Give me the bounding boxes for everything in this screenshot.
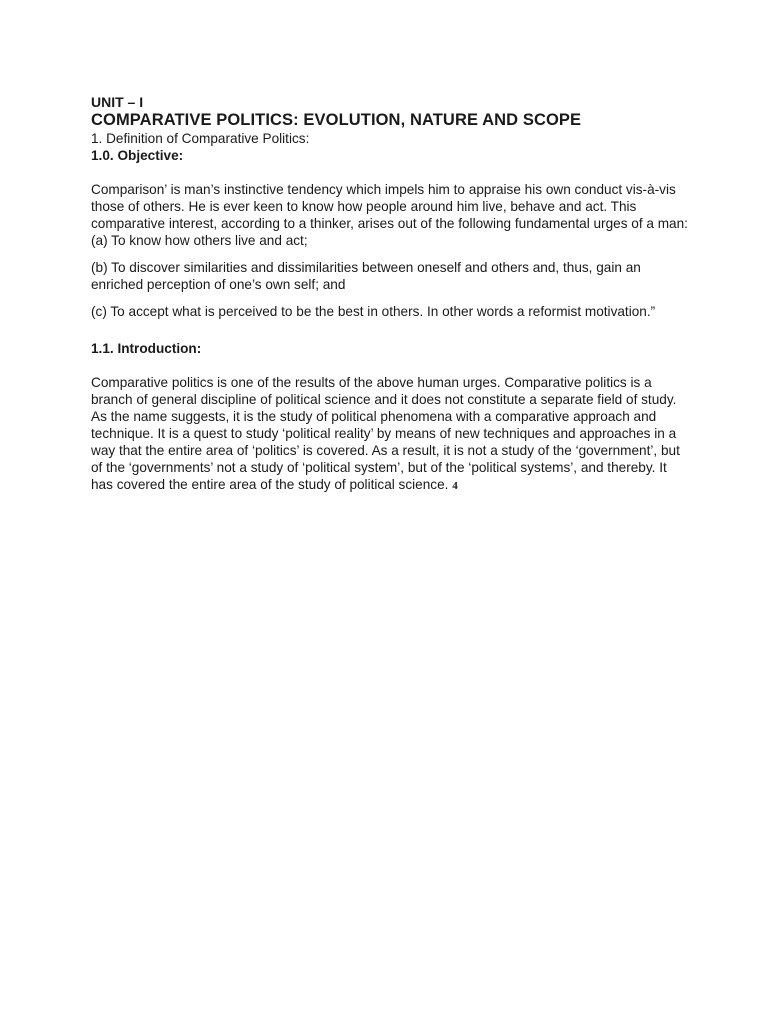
document-page xyxy=(91,94,691,495)
objective-item-a: (a) To know how others live and act; xyxy=(91,233,308,248)
spacer xyxy=(91,357,691,374)
page-title: COMPARATIVE POLITICS: EVOLUTION, NATURE AND SCOPE xyxy=(91,111,582,129)
unit-label: UNIT – I xyxy=(91,94,144,110)
objective-item-c: (c) To accept what is perceived to be the best in others. In other words a reformist motivation.” xyxy=(91,304,656,319)
introduction-text: Comparative politics is one of the results of the above human urges. Comparative politics is a branch of general discipline of political science and it does not constitute a separate field of study. As the name suggests, it is the study of political phenomena with a comparative approach and technique. It is a quest to study ‘political reality’ by means of new techniques and approaches in a way that the entire area of ‘politics’ is covered. As a result, it is not a study of the ‘government’, but of the ‘governments’ not a study of ‘political system’, but of the ‘political systems’, and thereby. It has covered the entire area of the study of political science. xyxy=(91,375,680,492)
definition-line: 1. Definition of Comparative Politics: xyxy=(91,131,310,146)
objective-item-b: (b) To discover similarities and dissimilarities between oneself and others and, thus, gain an enriched perception of one’s own self; and xyxy=(91,260,641,292)
spacer xyxy=(91,249,691,259)
page-number: 4 xyxy=(452,480,458,492)
introduction-paragraph xyxy=(91,374,691,495)
spacer xyxy=(91,293,691,303)
introduction-heading: 1.1. Introduction: xyxy=(91,341,202,356)
spacer xyxy=(91,320,691,340)
objective-heading: 1.0. Objective: xyxy=(91,148,184,163)
spacer xyxy=(91,164,691,181)
objective-paragraph: Comparison’ is man’s instinctive tendency which impels him to appraise his own conduct vis-à-vis those of others. He is ever keen to know how people around him live, behave and act. This comparative interest, according to a thinker, arises out of the following fundamental urges of a man: xyxy=(91,182,688,231)
